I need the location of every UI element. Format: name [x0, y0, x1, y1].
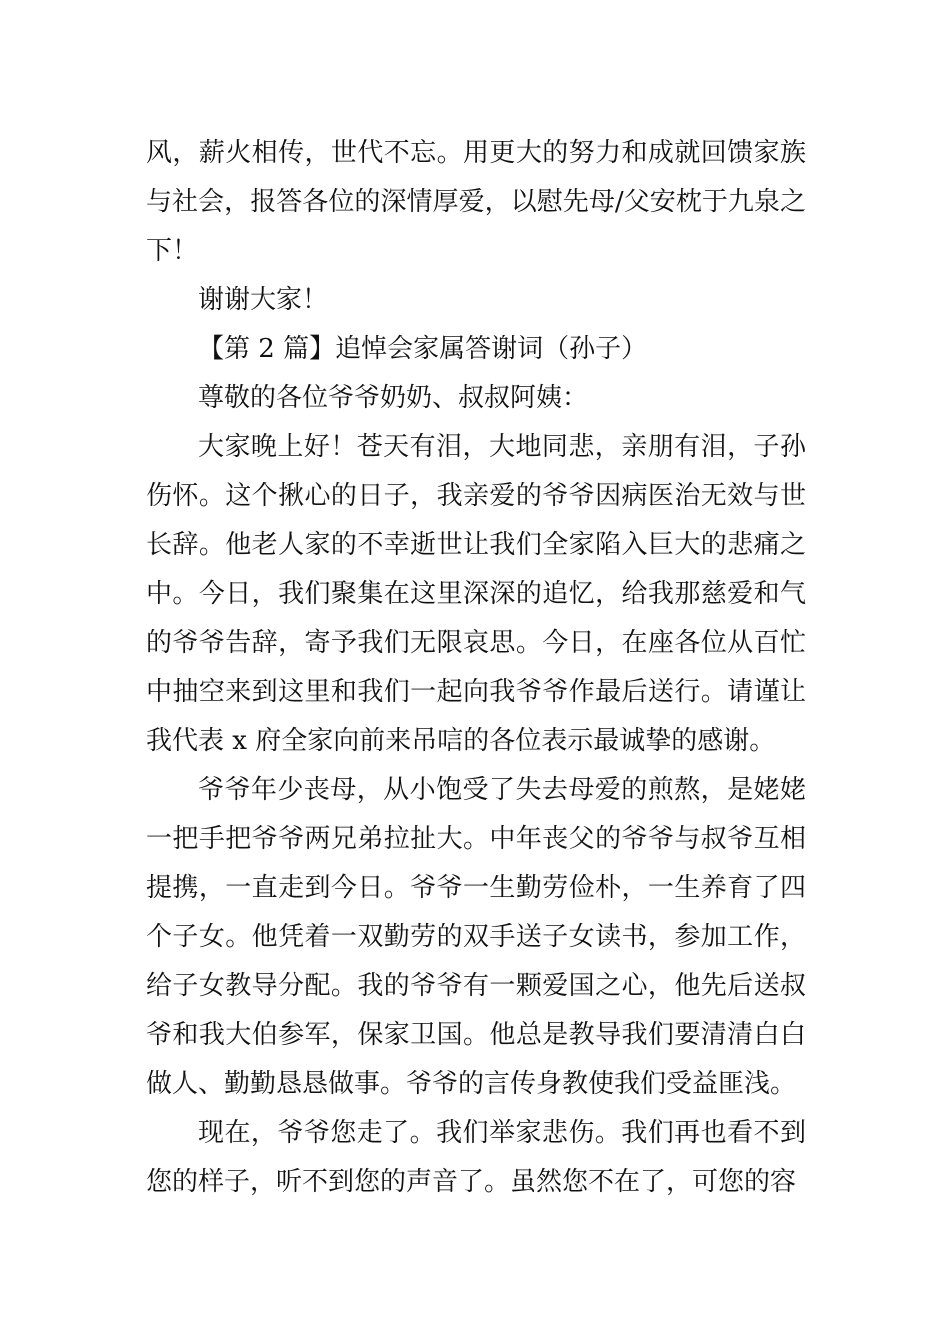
text-line: 风，薪火相传，世代不忘。用更大的努力和成就回馈家族	[146, 138, 806, 168]
text-line: 爷爷年少丧母，从小饱受了失去母爱的煎熬，是姥姥	[198, 775, 806, 805]
paragraph	[146, 129, 806, 276]
text-line: 下！	[146, 236, 199, 266]
text-line: 给子女教导分配。我的爷爷有一颗爱国之心，他先后送叔	[146, 971, 806, 1001]
paragraph	[146, 766, 806, 1109]
text-line: 您的样子，听不到您的声音了。虽然您不在了，可您的容	[146, 1167, 797, 1197]
paragraph	[146, 1109, 806, 1207]
text-line: 的爷爷告辞，寄予我们无限哀思。今日，在座各位从百忙	[146, 628, 806, 658]
paragraph	[146, 276, 806, 325]
text-line: 一把手把爷爷两兄弟拉扯大。中年丧父的爷爷与叔爷互相	[146, 824, 806, 854]
paragraph	[146, 374, 806, 423]
text-line: 尊敬的各位爷爷奶奶、叔叔阿姨：	[198, 383, 589, 413]
text-line: 中抽空来到这里和我们一起向我爷爷作最后送行。请谨让	[146, 677, 806, 707]
section-heading	[146, 325, 806, 374]
text-line: 做人、勤勤恳恳做事。爷爷的言传身教使我们受益匪浅。	[146, 1069, 797, 1099]
text-line: 与社会，报答各位的深情厚爱，以慰先母/父安枕于九泉之	[146, 187, 806, 217]
text-line: 爷和我大伯参军，保家卫国。他总是教导我们要清清白白	[146, 1020, 806, 1050]
text-line: 大家晚上好！苍天有泪，大地同悲，亲朋有泪，子孙	[198, 432, 806, 462]
text-line: 提携，一直走到今日。爷爷一生勤劳俭朴，一生养育了四	[146, 873, 806, 903]
text-line: 【第 2 篇】追悼会家属答谢词（孙子）	[198, 334, 648, 364]
text-line: 长辞。他老人家的不幸逝世让我们全家陷入巨大的悲痛之	[146, 530, 806, 560]
text-line: 现在，爷爷您走了。我们举家悲伤。我们再也看不到	[198, 1118, 806, 1148]
text-line: 中。今日，我们聚集在这里深深的追忆，给我那慈爱和气	[146, 579, 806, 609]
text-line: 谢谢大家！	[198, 285, 329, 315]
document-body	[146, 129, 806, 1207]
text-line: 我代表 x 府全家向前来吊唁的各位表示最诚挚的感谢。	[146, 726, 776, 756]
paragraph	[146, 423, 806, 766]
text-line: 个子女。他凭着一双勤劳的双手送子女读书，参加工作，	[146, 922, 806, 952]
text-line: 伤怀。这个揪心的日子，我亲爱的爷爷因病医治无效与世	[146, 481, 806, 511]
